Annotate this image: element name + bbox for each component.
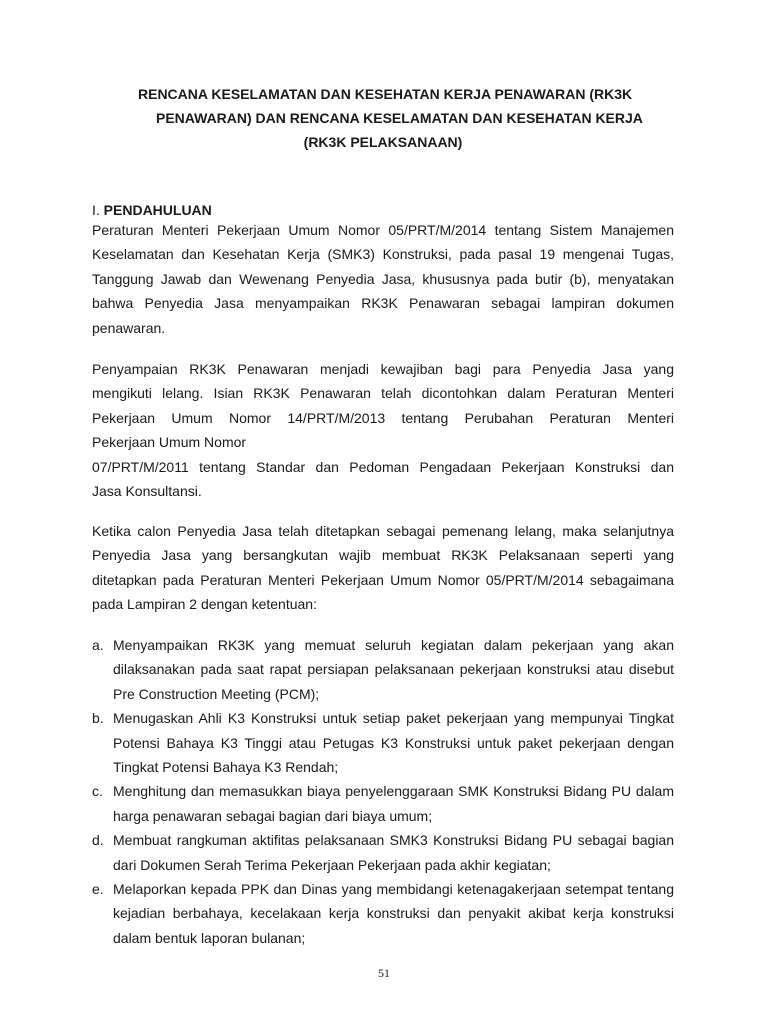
paragraph-2	[92, 357, 674, 503]
paragraph-2-line: Pekerjaan Umum Nomor	[92, 434, 247, 451]
title-line-1: RENCANA KESELAMATAN DAN KESEHATAN KERJA PENAWARAN (RK3K	[138, 86, 633, 102]
paragraph-2-line: mengikuti lelang. Isian RK3K Penawaran telah dicontohkan dalam Peraturan Menteri	[92, 385, 674, 402]
list-item-text: Menghitung dan memasukkan biaya penyelenggaraan SMK Konstruksi Bidang PU dalam harga penawaran sebagai bagian dari biaya umum;	[113, 783, 674, 824]
list-item	[92, 633, 674, 706]
section-title: PENDAHULUAN	[103, 202, 212, 218]
list-marker: d.	[92, 832, 104, 849]
provisions-list	[92, 633, 674, 950]
paragraph-1: Peraturan Menteri Pekerjaan Umum Nomor 05/PRT/M/2014 tentang Sistem Manajemen Keselamatan dan Kesehatan Kerja (SMK3) Konstruksi, pada pasal 19 mengenai Tugas, Tanggung Jawab dan Wewenang Penyedia Jasa, khususnya pada butir (b), menyatakan bahwa Penyedia Jasa menyampaikan RK3K Penawaran sebagai lampiran dokumen penawaran.	[92, 222, 674, 336]
list-item	[92, 877, 674, 950]
paragraph-2-line: 07/PRT/M/2011 tentang Standar dan Pedoman Pengadaan Pekerjaan Konstruksi dan	[92, 458, 674, 475]
title-line-3: (RK3K PELAKSANAAN)	[303, 134, 463, 150]
list-item	[92, 706, 674, 779]
list-marker: a.	[92, 637, 104, 653]
document-title	[92, 82, 674, 154]
list-item-text: Melaporkan kepada PPK dan Dinas yang membidangi ketenagakerjaan setempat tentang kejadian berbahaya, kecelakaan kerja konstruksi dan penyakit akibat kerja konstruksi dalam bentuk laporan bulanan;	[113, 881, 674, 946]
section-number: I.	[92, 202, 100, 218]
list-item	[92, 779, 674, 828]
list-item-text: Menugaskan Ahli K3 Konstruksi untuk setiap paket pekerjaan yang mempunyai Tingkat Potensi Bahaya K3 Tinggi atau Petugas K3 Konstruksi untuk paket pekerjaan dengan Tingkat Potensi Bahaya K3 Rendah;	[113, 710, 674, 776]
title-line-2: PENAWARAN) DAN RENCANA KESELAMATAN DAN KESEHATAN KERJA	[156, 110, 643, 126]
page-number: 51	[378, 966, 390, 980]
list-item-text: Menyampaikan RK3K yang memuat seluruh kegiatan dalam pekerjaan yang akan dilaksanakan pada saat rapat persiapan pelaksanaan pekerjaan konstruksi atau disebut Pre Construction Meeting (PCM);	[113, 637, 674, 702]
list-item-text: Membuat rangkuman aktifitas pelaksanaan SMK3 Konstruksi Bidang PU sebagai bagian dari Dokumen Serah Terima Pekerjaan Pekerjaan pada akhir kegiatan;	[113, 832, 674, 873]
list-marker: c.	[92, 783, 103, 800]
list-marker: e.	[92, 881, 104, 898]
paragraph-2-line: Pekerjaan Umum Nomor 14/PRT/M/2013 tentang Perubahan Peraturan Menteri	[92, 409, 674, 426]
list-item	[92, 828, 674, 877]
list-marker: b.	[92, 710, 104, 727]
paragraph-3: Ketika calon Penyedia Jasa telah ditetapkan sebagai pemenang lelang, maka selanjutnya Penyedia Jasa yang bersangkutan wajib membuat RK3K Pelaksanaan seperti yang ditetapkan pada Peraturan Menteri Pekerjaan Umum Nomor 05/PRT/M/2014 sebagaimana pada Lampiran 2 dengan ketentuan:	[92, 523, 674, 613]
paragraph-2-line: Penyampaian RK3K Penawaran menjadi kewajiban bagi para Penyedia Jasa yang	[92, 361, 674, 377]
paragraph-2-line: Jasa Konsultansi.	[92, 483, 202, 500]
